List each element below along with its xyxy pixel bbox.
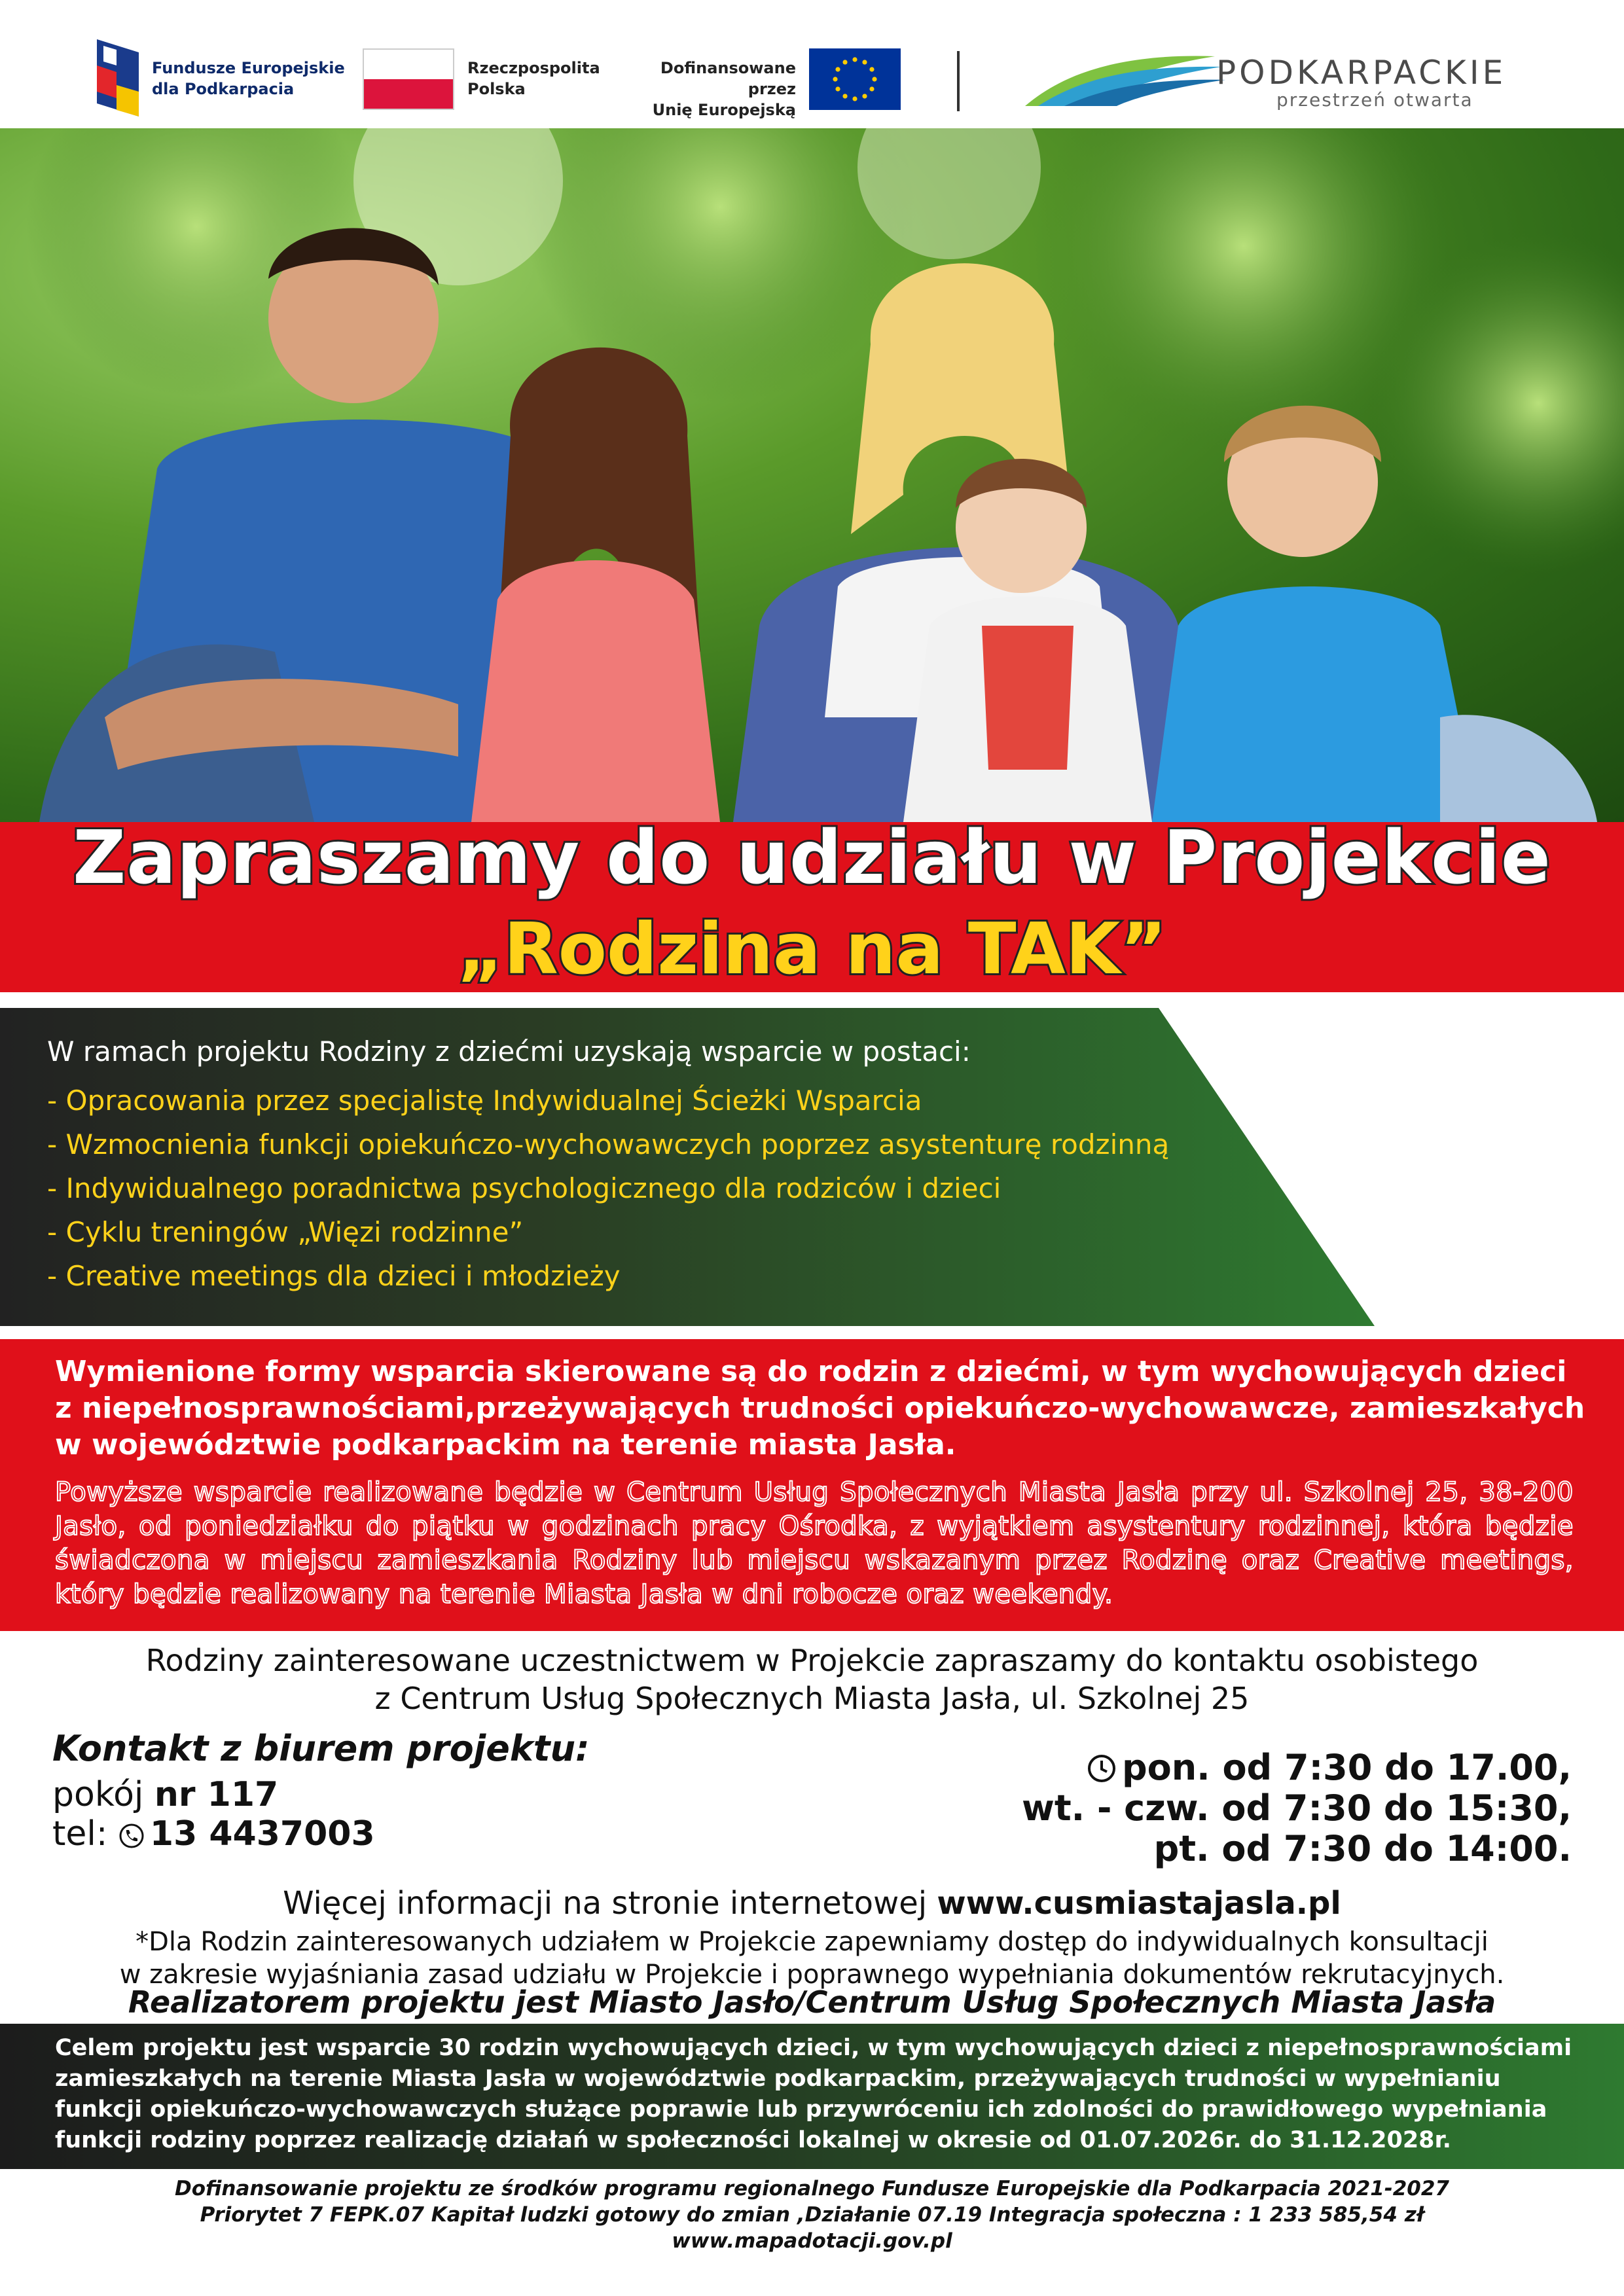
eu-star-icon: [842, 94, 847, 98]
eu-star-icon: [852, 57, 857, 62]
target-group-text: Wymienione formy wsparcia skierowane są do rodzin z dziećmi, w tym wychowujących dzieci z niepełnosprawnościami,przeżywających trudności opiekuńczo-wychowawcze, zamieszkałych w województwie podkarpackim na terenie miasta Jasła.: [55, 1355, 1585, 1462]
room-label: pokój: [52, 1775, 154, 1814]
eu-star-icon: [869, 86, 874, 91]
eu-star-icon: [869, 67, 874, 71]
project-goal: Celem projektu jest wsparcie 30 rodzin wychowujących dzieci, w tym wychowujących dzieci z niepełnosprawnościami zamieszkałych na terenie Miasta Jasła w województwie podkarpackim, przeżywających trudności w wypełnianiu funkcji opiekuńczo-wychowawczych służące poprawie lub przywróceniu ich zdolności do prawidłowego wypełniania funkcji rodziny poprzez realizację działań w społeczności lokalnej w okresie od 01.07.2026r. do 31.12.2028r.: [55, 2035, 1572, 2153]
rp-line2: Polska: [467, 80, 526, 98]
podkarpackie-tagline: przestrzeń otwarta: [1276, 89, 1473, 111]
hours-row: wt. - czw. od 7:30 do 15:30,: [1021, 1787, 1572, 1829]
invite-text: [0, 1641, 1624, 1717]
clock-icon: [1087, 1753, 1117, 1784]
podkarpackie-wave-icon: [1019, 47, 1228, 110]
eu-star-icon: [835, 86, 840, 91]
fe-line1: Fundusze Europejskie: [152, 59, 345, 77]
page-title: Zapraszamy do udziału w Projekcie: [73, 816, 1551, 901]
eu-star-icon: [872, 77, 876, 81]
project-name: „Rodzina na TAK”: [457, 908, 1167, 990]
invite-line2: z Centrum Usług Społecznych Miasta Jasła, ul. Szkolnej 25: [374, 1681, 1250, 1716]
list-item: - Cyklu treningów „Więzi rodzinne”: [47, 1216, 524, 1248]
hours-row: [1022, 1748, 1572, 1788]
invite-line1: Rodziny zainteresowane uczestnictwem w Projekcie zapraszamy do kontaktu osobistego: [145, 1643, 1479, 1678]
footer-line2: Priorytet 7 FEPK.07 Kapitał ludzki gotowy do zmian ,Działanie 07.19 Integracja społeczna : 1 233 585,54 zł: [200, 2203, 1424, 2227]
logo-divider: [957, 51, 960, 111]
eu-line2: Unię Europejską: [652, 101, 796, 119]
office-hours: [1022, 1748, 1572, 1869]
note-line2: w zakresie wyjaśniania zasad udziału w Projekcie i poprawnego wypełniania dokumentów rekrutacyjnych.: [119, 1960, 1505, 1990]
eu-star-icon: [833, 77, 837, 81]
list-item: - Creative meetings dla dzieci i młodzieży: [47, 1260, 621, 1292]
eu-star-icon: [842, 60, 847, 64]
eu-flag-icon: [809, 48, 901, 110]
eu-star-icon: [862, 60, 867, 64]
list-item: - Wzmocnienia funkcji opiekuńczo-wychowawczych poprzez asystenturę rodzinną: [47, 1128, 1170, 1160]
funding-footer: [0, 2176, 1624, 2254]
contact-title: Kontakt z biurem projektu:: [52, 1728, 590, 1769]
eu-line1: Dofinansowane przez: [660, 59, 796, 98]
logo-bar: [0, 0, 1624, 128]
eu-funding-text: [624, 58, 796, 120]
contact-phone: [52, 1814, 375, 1854]
phone-label: tel:: [52, 1814, 118, 1854]
polish-flag-icon: [363, 48, 454, 110]
phone-value[interactable]: 13 4437003: [149, 1814, 375, 1854]
footer-link[interactable]: www.mapadotacji.gov.pl: [672, 2229, 952, 2253]
support-intro: W ramach projektu Rodziny z dziećmi uzyskają wsparcie w postaci:: [47, 1035, 971, 1067]
rzeczpospolita-text: [467, 58, 600, 99]
more-info: [0, 1885, 1624, 1922]
rp-line1: Rzeczpospolita: [467, 59, 600, 77]
family-photo: [0, 128, 1624, 822]
family-illustration: [0, 128, 1624, 822]
hours-mon: pon. od 7:30 do 17.00,: [1121, 1747, 1572, 1788]
eu-star-icon: [862, 94, 867, 98]
more-info-label: Więcej informacji na stronie internetowej: [283, 1885, 937, 1922]
list-item: - Indywidualnego poradnictwa psychologicznego dla rodziców i dzieci: [47, 1172, 1001, 1204]
list-item: - Opracowania przez specjalistę Indywidualnej Ścieżki Wsparcia: [47, 1085, 922, 1117]
project-realizer: Realizatorem projektu jest Miasto Jasło/Centrum Usług Społecznych Miasta Jasła: [128, 1984, 1496, 2020]
phone-icon: [118, 1823, 145, 1849]
hours-row: pt. od 7:30 do 14:00.: [1153, 1828, 1572, 1869]
contact-room: [52, 1775, 278, 1814]
fe-line2: dla Podkarpacia: [152, 80, 295, 98]
support-location-text: Powyższe wsparcie realizowane będzie w Centrum Usług Społecznych Miasta Jasła przy ul. Szkolnej 25, 38-200 Jasło, od poniedziałku do piątku w godzinach pracy Ośrodka, z wyjątkiem asystentury rodzinnej, która będzie świadczona w miejscu zamieszkania Rodziny lub miejscu wskazanym przez Rodzinę oraz Creative meetings, który będzie realizowany na terenie Miasta Jasła w dni robocze oraz weekendy.: [55, 1477, 1574, 1609]
website-link[interactable]: www.cusmiastajasla.pl: [937, 1885, 1341, 1922]
consultation-note: [0, 1926, 1624, 1991]
fundusze-europejskie-logo-icon: [97, 39, 139, 117]
eu-star-icon: [835, 67, 840, 71]
eu-star-icon: [852, 96, 857, 101]
room-value: nr 117: [154, 1775, 279, 1814]
podkarpackie-name: PODKARPACKIE: [1216, 54, 1507, 92]
support-list: [47, 1079, 1169, 1298]
fundusze-europejskie-text: [152, 58, 345, 99]
footer-line1: Dofinansowanie projektu ze środków programu regionalnego Fundusze Europejskie dla Podkarpacia 2021-2027: [174, 2177, 1450, 2200]
note-line1: *Dla Rodzin zainteresowanych udziałem w Projekcie zapewniamy dostęp do indywidualnych konsultacji: [135, 1927, 1489, 1957]
